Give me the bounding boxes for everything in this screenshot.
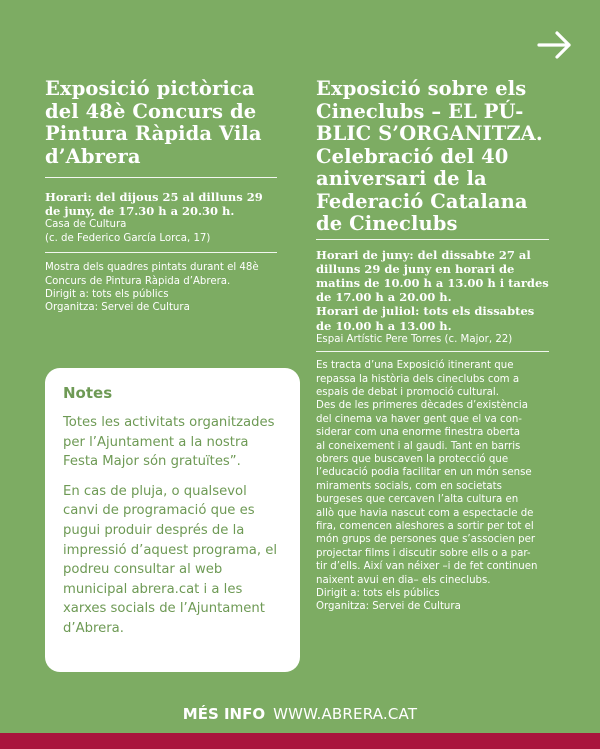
- divider: [316, 239, 549, 240]
- description-line: Organitza: Servei de Cultura: [316, 601, 461, 613]
- right-event-title: [316, 78, 549, 236]
- title-line: del 48è Concurs de: [45, 99, 257, 123]
- website-link[interactable]: WWW.ABRERA.CAT: [273, 705, 418, 723]
- schedule-line: Horari de juliol: tots els dissabtes: [316, 304, 535, 319]
- description-line: del cinema va haver gent que el va con-: [316, 413, 522, 425]
- venue-line: Espai Artístic Pere Torres (c. Major, 22): [316, 333, 513, 345]
- footer: [0, 704, 600, 724]
- description-line: tir d’ells. Així van néixer –i de fet continuen: [316, 561, 538, 573]
- title-line: Exposició sobre els: [316, 77, 527, 100]
- divider: [45, 177, 277, 178]
- description-line: burgeses que cercaven l’alta cultura en: [316, 494, 519, 506]
- description-line: al coneixement i al gaudi. Tant en barris: [316, 440, 521, 452]
- schedule-line: Horari: del dijous 25 al dilluns 29: [45, 190, 263, 204]
- description-line: Organitza: Servei de Cultura: [45, 302, 190, 314]
- schedule-line: Horari de juny: del dissabte 27 al: [316, 247, 531, 262]
- left-event-venue: [45, 218, 277, 245]
- title-line: Pintura Ràpida Vila: [45, 122, 262, 145]
- bottom-bar: [0, 733, 600, 749]
- more-info-label: MÉS INFO: [182, 705, 266, 723]
- title-line: BLIC S’ORGANITZA.: [316, 122, 543, 145]
- description-line: allò que havia nascut com a espectacle de: [316, 507, 534, 519]
- title-line: Cineclubs – EL PÚ-: [316, 99, 524, 123]
- schedule-line: de 10.00 h a 13.00 h.: [316, 318, 452, 333]
- description-line: l’educació podia facilitar en un món sense: [316, 467, 532, 479]
- description-line: projectar films i discutir sobre ells o a par-: [316, 547, 531, 559]
- schedule-line: dilluns 29 de juny en horari de: [316, 261, 515, 276]
- description-line: Mostra dels quadres pintats durant el 48è: [45, 262, 259, 274]
- title-line: Celebració del 40: [316, 144, 509, 168]
- notes-paragraph: Totes les activitats organitzades per l’Ajuntament a la nostra Festa Major són gratuïtes”.: [63, 415, 275, 470]
- left-event: [45, 78, 277, 315]
- arrow-right-icon[interactable]: [536, 28, 574, 62]
- title-line: de Cineclubs: [316, 212, 458, 235]
- left-event-schedule: [45, 190, 277, 218]
- description-line: Concurs de Pintura Ràpida d’Abrera.: [45, 275, 231, 287]
- description-line: Dirigit a: tots els públics: [316, 588, 440, 600]
- schedule-line: de 17.00 h a 20.00 h.: [316, 290, 452, 305]
- description-line: obrers que buscaven la protecció que: [316, 453, 509, 465]
- title-line: aniversari de la: [316, 167, 487, 190]
- description-line: món grups de persones que s’associen per: [316, 534, 536, 546]
- description-line: miraments socials, com en societats: [316, 480, 502, 492]
- description-line: Es tracta d’una Exposició itinerant que: [316, 360, 514, 372]
- left-event-title: [45, 78, 277, 168]
- description-line: espais de debat i promoció cultural.: [316, 386, 499, 398]
- description-line: naixent avui en dia– els cineclubs.: [316, 574, 491, 586]
- title-line: Federació Catalana: [316, 189, 528, 213]
- divider: [45, 252, 277, 253]
- description-line: Des de les primeres dècades d’existència: [316, 400, 528, 412]
- left-event-description: [45, 261, 277, 315]
- description-line: siderar com una enorme finestra oberta: [316, 427, 521, 439]
- description-line: fira, comencen aleshores a sortir per tot el: [316, 521, 534, 532]
- description-line: Dirigit a: tots els públics: [45, 289, 169, 301]
- schedule-line: de juny, de 17.30 h a 20.30 h.: [45, 204, 235, 219]
- right-event-venue: [316, 333, 549, 346]
- divider: [316, 351, 549, 352]
- schedule-line: matins de 10.00 h a 13.00 h i tardes: [316, 275, 549, 290]
- title-line: Exposició pictòrica: [45, 77, 255, 100]
- right-event-schedule: [316, 248, 549, 333]
- title-line: d’Abrera: [45, 144, 141, 168]
- description-line: repassa la història dels cineclubs com a: [316, 373, 520, 385]
- venue-line: (c. de Federico García Lorca, 17): [45, 232, 211, 244]
- venue-line: Casa de Cultura: [45, 219, 127, 231]
- right-event-description: [316, 359, 549, 614]
- notes-title: Notes: [63, 384, 113, 402]
- notes-paragraph: En cas de pluja, o qualsevol canvi de programació que es pugui produir després de la impressió d’aquest programa, el podreu consultar al web municipal abrera.cat i a les xarxes socials de l’Ajuntament d’Abrera.: [63, 483, 278, 636]
- right-event: [316, 78, 549, 614]
- notes-box: [45, 368, 300, 672]
